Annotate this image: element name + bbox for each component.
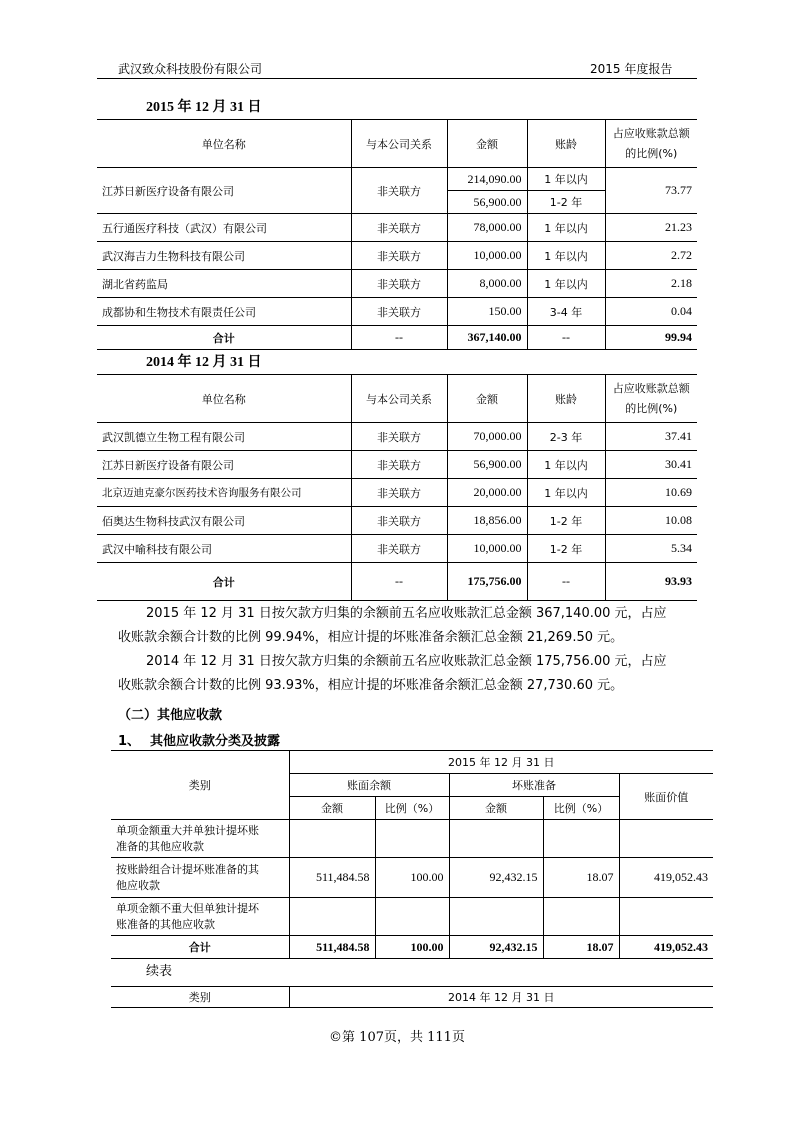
other-receivables-2014-table <box>111 986 713 1008</box>
row-balance-amount <box>289 898 375 936</box>
total-amount: 367,140.00 <box>447 326 527 350</box>
row-age: 2-3 年 <box>527 423 605 451</box>
row-amount: 70,000.00 <box>447 423 527 451</box>
row-name: 北京迈迪克豪尔医药技术咨询服务有限公司 <box>97 479 351 507</box>
row-name: 成都协和生物技术有限责任公司 <box>97 298 351 326</box>
total-age: -- <box>527 563 605 601</box>
row-name: 佰奥达生物科技武汉有限公司 <box>97 507 351 535</box>
row-book-value <box>619 820 713 858</box>
row-amount: 18,856.00 <box>447 507 527 535</box>
row-category-line1: 单项金额不重大但单独计提坏 <box>116 901 259 915</box>
row-baddebt-ratio: 18.07 <box>543 858 619 898</box>
col-header-bad-debt: 坏账准备 <box>449 774 619 797</box>
row-age: 1 年以内 <box>527 479 605 507</box>
row-ratio: 30.41 <box>605 451 697 479</box>
col-header-amount: 金额 <box>447 120 527 168</box>
paragraph-2015-line2: 收账款余额合计数的比例 99.94%，相应计提的坏账准备余额汇总金额 21,269.50 元。 <box>118 630 624 645</box>
row-age: 1 年以内 <box>527 270 605 298</box>
subsection-number: 1、 <box>118 734 141 749</box>
row-name: 武汉中喻科技有限公司 <box>97 535 351 563</box>
row-baddebt-amount <box>449 820 543 858</box>
row-amount: 56,900.00 <box>447 191 527 214</box>
row-baddebt-amount <box>449 898 543 936</box>
row-amount: 10,000.00 <box>447 242 527 270</box>
row-relation: 非关联方 <box>351 535 447 563</box>
total-baddebt-ratio: 18.07 <box>543 936 619 959</box>
total-baddebt-amount: 92,432.15 <box>449 936 543 959</box>
row-age: 3-4 年 <box>527 298 605 326</box>
row-category-line1: 单项金额重大并单独计提坏账 <box>116 823 259 837</box>
row-age: 1 年以内 <box>527 214 605 242</box>
col-header-book-balance: 账面余额 <box>289 774 449 797</box>
row-balance-ratio <box>375 820 449 858</box>
row-amount: 78,000.00 <box>447 214 527 242</box>
row-amount: 56,900.00 <box>447 451 527 479</box>
continued-label: 续表 <box>146 964 173 979</box>
col-header-date-2014: 2014 年 12 月 31 日 <box>289 987 713 1008</box>
col-header-relation: 与本公司关系 <box>351 120 447 168</box>
row-category-line2: 他应收款 <box>116 878 160 892</box>
total-balance-amount: 511,484.58 <box>289 936 375 959</box>
row-category-line2: 准备的其他应收款 <box>116 839 204 853</box>
section-date-2014: 2014 年 12 月 31 日 <box>146 355 262 370</box>
row-balance-ratio <box>375 898 449 936</box>
other-receivables-classification-table <box>111 750 713 959</box>
company-name: 武汉致众科技股份有限公司 <box>118 62 263 76</box>
col-header-amount: 金额 <box>289 797 375 820</box>
row-relation: 非关联方 <box>351 270 447 298</box>
col-header-ratio: 占应收账款总额的比例(%) <box>605 120 697 168</box>
report-title: 2015 年度报告 <box>590 62 673 76</box>
col-header-age: 账龄 <box>527 375 605 423</box>
total-relation: -- <box>351 326 447 350</box>
total-book-value: 419,052.43 <box>619 936 713 959</box>
row-baddebt-ratio <box>543 898 619 936</box>
row-balance-amount <box>289 820 375 858</box>
row-category <box>111 898 289 936</box>
row-relation: 非关联方 <box>351 507 447 535</box>
row-baddebt-ratio <box>543 820 619 858</box>
row-category-line1: 按账龄组合计提坏账准备的其 <box>116 862 259 876</box>
row-amount: 8,000.00 <box>447 270 527 298</box>
col-header-category: 类别 <box>111 751 289 820</box>
total-age: -- <box>527 326 605 350</box>
row-amount: 10,000.00 <box>447 535 527 563</box>
row-book-value <box>619 898 713 936</box>
total-label: 合计 <box>111 936 289 959</box>
row-amount: 214,090.00 <box>447 168 527 191</box>
row-ratio: 2.72 <box>605 242 697 270</box>
row-ratio: 2.18 <box>605 270 697 298</box>
row-name: 江苏日新医疗设备有限公司 <box>97 168 351 214</box>
col-header-ratio: 占应收账款总额的比例(%) <box>605 375 697 423</box>
row-ratio: 10.08 <box>605 507 697 535</box>
row-age: 1-2 年 <box>527 535 605 563</box>
row-relation: 非关联方 <box>351 451 447 479</box>
row-name: 五行通医疗科技（武汉）有限公司 <box>97 214 351 242</box>
row-relation: 非关联方 <box>351 214 447 242</box>
row-amount: 20,000.00 <box>447 479 527 507</box>
total-balance-ratio: 100.00 <box>375 936 449 959</box>
row-balance-ratio: 100.00 <box>375 858 449 898</box>
row-ratio: 37.41 <box>605 423 697 451</box>
total-relation: -- <box>351 563 447 601</box>
row-amount: 150.00 <box>447 298 527 326</box>
row-name: 武汉凯德立生物工程有限公司 <box>97 423 351 451</box>
col-header-relation: 与本公司关系 <box>351 375 447 423</box>
row-balance-amount: 511,484.58 <box>289 858 375 898</box>
row-age: 1 年以内 <box>527 168 605 191</box>
col-header-date-2015: 2015 年 12 月 31 日 <box>289 751 713 774</box>
col-header-ratio: 比例（%） <box>543 797 619 820</box>
col-header-ratio: 比例（%） <box>375 797 449 820</box>
col-header-amount: 金额 <box>447 375 527 423</box>
row-category-line2: 账准备的其他应收款 <box>116 917 215 931</box>
total-amount: 175,756.00 <box>447 563 527 601</box>
col-header-category: 类别 <box>111 987 289 1008</box>
col-header-name: 单位名称 <box>97 375 351 423</box>
row-relation: 非关联方 <box>351 423 447 451</box>
row-name: 江苏日新医疗设备有限公司 <box>97 451 351 479</box>
col-header-age: 账龄 <box>527 120 605 168</box>
section-title-other-receivables: （二）其他应收款 <box>118 708 223 723</box>
top5-receivables-2015-table <box>97 119 697 350</box>
total-label: 合计 <box>97 563 351 601</box>
col-header-name: 单位名称 <box>97 120 351 168</box>
subsection-title: 其他应收款分类及披露 <box>150 734 281 749</box>
row-relation: 非关联方 <box>351 298 447 326</box>
header-divider <box>97 78 697 79</box>
row-category <box>111 858 289 898</box>
col-header-book-value: 账面价值 <box>619 774 713 820</box>
row-baddebt-amount: 92,432.15 <box>449 858 543 898</box>
section-date-2015: 2015 年 12 月 31 日 <box>146 100 262 115</box>
page-footer: ©第 107页，共 111页 <box>329 1030 465 1045</box>
row-age: 1-2 年 <box>527 507 605 535</box>
row-ratio: 0.04 <box>605 298 697 326</box>
row-name: 湖北省药监局 <box>97 270 351 298</box>
total-ratio: 93.93 <box>605 563 697 601</box>
paragraph-2015-line1: 2015 年 12 月 31 日按欠款方归集的余额前五名应收账款汇总金额 367,140.00 元，占应 <box>146 606 667 621</box>
col-header-amount: 金额 <box>449 797 543 820</box>
row-ratio: 5.34 <box>605 535 697 563</box>
paragraph-2014-line2: 收账款余额合计数的比例 93.93%，相应计提的坏账准备余额汇总金额 27,730.60 元。 <box>118 678 624 693</box>
row-relation: 非关联方 <box>351 242 447 270</box>
row-age: 1 年以内 <box>527 451 605 479</box>
paragraph-2014-line1: 2014 年 12 月 31 日按欠款方归集的余额前五名应收账款汇总金额 175,756.00 元，占应 <box>146 654 667 669</box>
row-name: 武汉海吉力生物科技有限公司 <box>97 242 351 270</box>
row-category <box>111 820 289 858</box>
top5-receivables-2014-table <box>97 374 697 601</box>
row-ratio: 73.77 <box>605 168 697 214</box>
row-age: 1-2 年 <box>527 191 605 214</box>
row-relation: 非关联方 <box>351 168 447 214</box>
row-age: 1 年以内 <box>527 242 605 270</box>
row-ratio: 10.69 <box>605 479 697 507</box>
total-label: 合计 <box>97 326 351 350</box>
total-ratio: 99.94 <box>605 326 697 350</box>
row-book-value: 419,052.43 <box>619 858 713 898</box>
row-relation: 非关联方 <box>351 479 447 507</box>
row-ratio: 21.23 <box>605 214 697 242</box>
